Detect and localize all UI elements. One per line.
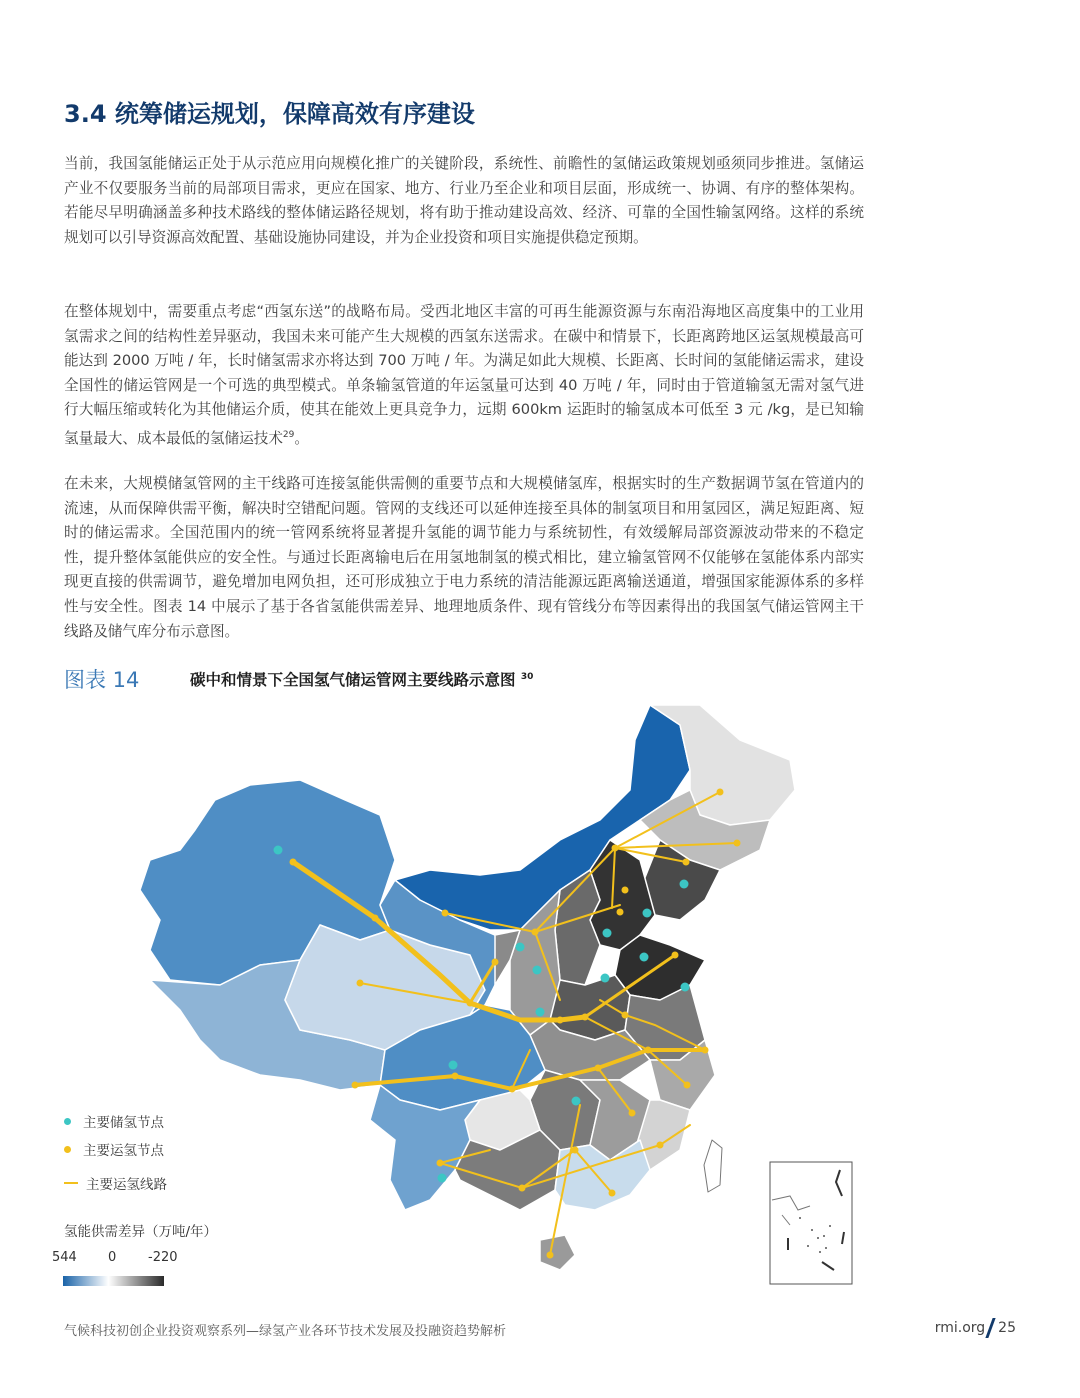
paragraph-2-end: 。: [294, 429, 309, 447]
transport-node: [572, 1147, 579, 1154]
transport-node-icon: [64, 1146, 71, 1153]
legend-storage-node: [64, 1111, 164, 1131]
footer-series: 气候科技初创企业投资观察系列—绿氢产业各环节技术发展及投融资趋势解析: [64, 1324, 507, 1339]
storage-node: [640, 953, 649, 962]
transport-node: [557, 1017, 564, 1024]
transport-node: [492, 959, 499, 966]
section-title: 3.4 统筹储运规划，保障高效有序建设: [64, 100, 475, 128]
legend-storage-label: 主要储氢节点: [83, 1115, 164, 1131]
storage-node: [643, 909, 652, 918]
storage-node: [601, 974, 610, 983]
transport-node: [357, 980, 364, 987]
transport-node: [629, 1110, 636, 1117]
gradient-scale-bar: [63, 1276, 164, 1286]
storage-node: [274, 846, 283, 855]
transport-node: [547, 1252, 554, 1259]
transport-node: [684, 1082, 691, 1089]
footer-right: [935, 1318, 1016, 1338]
gradient-title: 氢能供需差异（万吨/年）: [64, 1224, 218, 1240]
transport-node: [352, 1082, 359, 1089]
storage-node: [572, 1097, 581, 1106]
storage-node: [449, 1061, 458, 1070]
gradient-max: 544: [52, 1250, 77, 1265]
transport-node: [452, 1073, 459, 1080]
storage-node: [516, 943, 525, 952]
transport-node: [702, 1047, 709, 1054]
storage-node-icon: [64, 1118, 71, 1125]
transport-node: [672, 952, 679, 959]
transport-node: [657, 1142, 664, 1149]
footer-site[interactable]: rmi.org: [934, 1320, 986, 1336]
transport-node: [595, 1065, 602, 1072]
transport-node: [617, 909, 624, 916]
transport-node: [717, 789, 724, 796]
paragraph-1: 当前，我国氢能储运正处于从示范应用向规模化推广的关键阶段，系统性、前瞻性的氢储运政策规划亟须同步推进。氢储运产业不仅要服务当前的局部项目需求，更应在国家、地方、行业乃至企业和项目层面，形成统一、协调、有序的整体架构。若能尽早明确涵盖多种技术路线的整体储运路径规划，将有助于推动建设高效、经济、可靠的全国性输氢网络。这样的系统规划可以引导资源高效配置、基础设施协同建设，并为企业投资和项目实施提供稳定预期。: [64, 155, 864, 246]
storage-node: [438, 1174, 447, 1183]
footnote-ref-30[interactable]: 30: [520, 671, 534, 682]
transport-node: [532, 929, 539, 936]
transport-node: [509, 1086, 516, 1093]
paragraph-3: 在未来，大规模储氢管网的主干线路可连接氢能供需侧的重要节点和大规模储氢库，根据实时的生产数据调节氢在管道内的流速，从而保障供需平衡，解决时空错配问题。管网的支线还可以延伸连接至具体的制氢项目和用氢园区，满足短距离、短时的储运需求。全国范围内的统一管网系统将显著提升氢能的调节能力与系统韧性，有效缓解局部资源波动带来的不稳定性，提升整体氢能供应的安全性。与通过长距离输电后在用氢地制氢的模式相比，建立输氢管网不仅能够在氢能体系内部实现更直接的供需调节，避免增加电网负担，还可形成独立于电力系统的清洁能源远距离输送通道，增强国家能源体系的多样性与安全性。图表 14 中展示了基于各省氢能供需差异、地理地质条件、现有管线分布等因素得出的我国氢气储运管网主干线路及储气库分布示意图。: [64, 475, 864, 640]
region-taiwan: [704, 1140, 722, 1192]
region-hainan: [540, 1235, 575, 1270]
figure-title: [190, 668, 533, 690]
paragraph-2-text: 在整体规划中，需要重点考虑“西氢东送”的战略布局。受西北地区丰富的可再生能源资源与东南沿海地区高度集中的工业用氢需求之间的结构性差异驱动，我国未来可能产生大规模的西氢东送需求。在碳中和情景下，长距离跨地区运氢规模最高可能达到 2000 万吨 / 年，长时储氢需求亦将达到 700 万吨 / 年。为满足如此大规模、长距离、长时间的氢能储运需求，建设全国性的储运管网是一个可选的典型模式。单条输氢管道的年运氢量可达到 40 万吨 / 年，同时由于管道输氢无需对氢气进行大幅压缩或转化为其他储运介质，使其在能效上更具竞争力，远期 600km 运距时的输氢成本可低至 3 元 /kg，是已知输氢量最大、成本最低的氢储运技术: [64, 303, 864, 447]
transport-node: [290, 859, 297, 866]
transport-node: [467, 1000, 474, 1007]
south-china-sea-inset: [770, 1162, 852, 1284]
china-hydrogen-pipeline-map: [0, 690, 1080, 1290]
transport-node: [442, 910, 449, 917]
gradient-min: -220: [148, 1250, 178, 1265]
province-regions: [140, 705, 795, 1270]
transport-node: [612, 845, 619, 852]
transport-node: [622, 887, 629, 894]
transport-node: [622, 1012, 629, 1019]
transport-node: [582, 1014, 589, 1021]
legend-transport-line: [64, 1173, 167, 1193]
page-number: 25: [998, 1320, 1016, 1336]
transport-node: [645, 1047, 652, 1054]
storage-node: [681, 983, 690, 992]
transport-line-icon: [64, 1182, 78, 1184]
transport-node: [683, 859, 690, 866]
transport-node: [372, 915, 379, 922]
legend-transport-line-label: 主要运氢线路: [86, 1177, 167, 1193]
storage-node: [533, 966, 542, 975]
figure-label: 图表 14: [64, 668, 140, 692]
transport-node: [519, 1185, 526, 1192]
transport-node: [437, 1160, 444, 1167]
gradient-mid: 0: [108, 1250, 117, 1265]
transport-node: [734, 840, 741, 847]
transport-node: [609, 1190, 616, 1197]
storage-node: [680, 880, 689, 889]
storage-node: [536, 1008, 545, 1017]
storage-node: [603, 929, 612, 938]
paragraph-2: [64, 300, 864, 451]
slash-icon: [986, 1318, 996, 1338]
figure-title-text: 碳中和情景下全国氢气储运管网主要线路示意图: [190, 671, 516, 689]
region-hebei: [590, 840, 655, 950]
legend-transport-node-label: 主要运氢节点: [83, 1143, 164, 1159]
legend-transport-node: [64, 1139, 164, 1159]
footnote-ref-29[interactable]: 29: [282, 429, 295, 440]
